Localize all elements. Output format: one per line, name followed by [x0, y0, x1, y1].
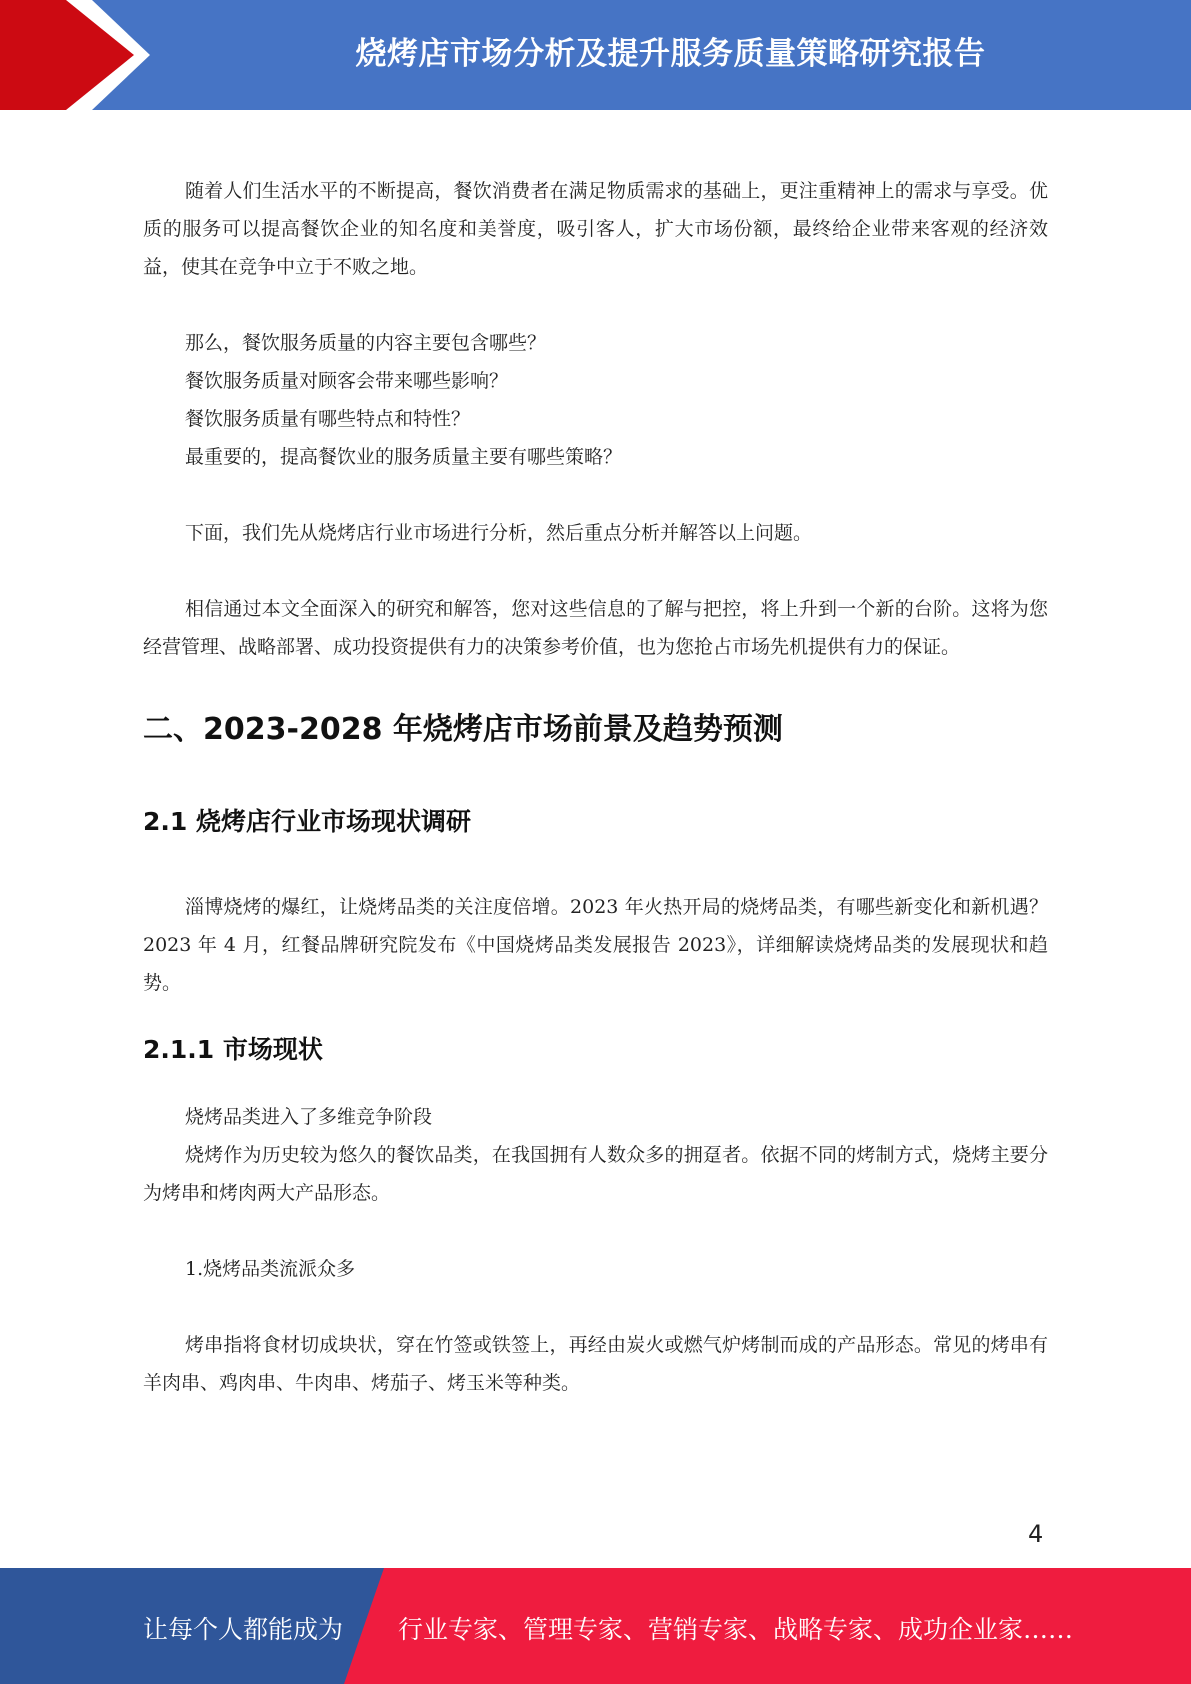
page-footer	[0, 1568, 1191, 1684]
question-3: 餐饮服务质量有哪些特点和特性？	[185, 408, 471, 430]
section-heading-2-1-1: 2.1.1 市场现状	[143, 1035, 323, 1064]
skewer-paragraph: 烤串指将食材切成块状，穿在竹签或铁签上，再经由炭火或燃气炉烤制而成的产品形态。常见的烤串有羊肉串、鸡肉串、牛肉串、烤茄子、烤玉米等种类。	[143, 1334, 1048, 1394]
next-paragraph: 下面，我们先从烧烤店行业市场进行分析，然后重点分析并解答以上问题。	[185, 522, 813, 544]
stage-line: 烧烤品类进入了多维竞争阶段	[185, 1106, 433, 1128]
footer-slogan-left: 让每个人都能成为	[143, 1615, 344, 1644]
believe-paragraph: 相信通过本文全面深入的研究和解答，您对这些信息的了解与把控，将上升到一个新的台阶。这将为您经营管理、战略部署、成功投资提供有力的决策参考价值，也为您抢占市场先机提供有力的保证。	[143, 598, 1048, 658]
question-2: 餐饮服务质量对顾客会带来哪些影响？	[185, 370, 509, 392]
document-body	[143, 172, 1048, 1402]
page-number: 4	[1028, 1520, 1044, 1548]
section-heading-2-1: 2.1 烧烤店行业市场现状调研	[143, 807, 471, 836]
list-item-1: 1.烧烤品类流派众多	[185, 1258, 356, 1280]
page-header	[0, 0, 1191, 110]
report-title: 烧烤店市场分析及提升服务质量策略研究报告	[355, 36, 986, 72]
section-2-1-paragraph: 淄博烧烤的爆红，让烧烤品类的关注度倍增。2023 年火热开局的烧烤品类，有哪些新变化和新机遇？2023 年 4 月，红餐品牌研究院发布《中国烧烤品类发展报告 2023》，详细解读烧烤品类的发展现状和趋势。	[143, 896, 1048, 994]
question-4: 最重要的，提高餐饮业的服务质量主要有哪些策略？	[185, 446, 623, 468]
section-heading-2: 二、2023-2028 年烧烤店市场前景及趋势预测	[143, 712, 783, 747]
footer-slogan-right: 行业专家、管理专家、营销专家、战略专家、成功企业家……	[398, 1615, 1074, 1644]
history-paragraph: 烧烤作为历史较为悠久的餐饮品类，在我国拥有人数众多的拥趸者。依据不同的烤制方式，烧烤主要分为烤串和烤肉两大产品形态。	[143, 1144, 1048, 1204]
intro-paragraph: 随着人们生活水平的不断提高，餐饮消费者在满足物质需求的基础上，更注重精神上的需求与享受。优质的服务可以提高餐饮企业的知名度和美誉度，吸引客人，扩大市场份额，最终给企业带来客观的经济效益，使其在竞争中立于不败之地。	[143, 180, 1048, 278]
question-1: 那么，餐饮服务质量的内容主要包含哪些？	[185, 332, 547, 354]
